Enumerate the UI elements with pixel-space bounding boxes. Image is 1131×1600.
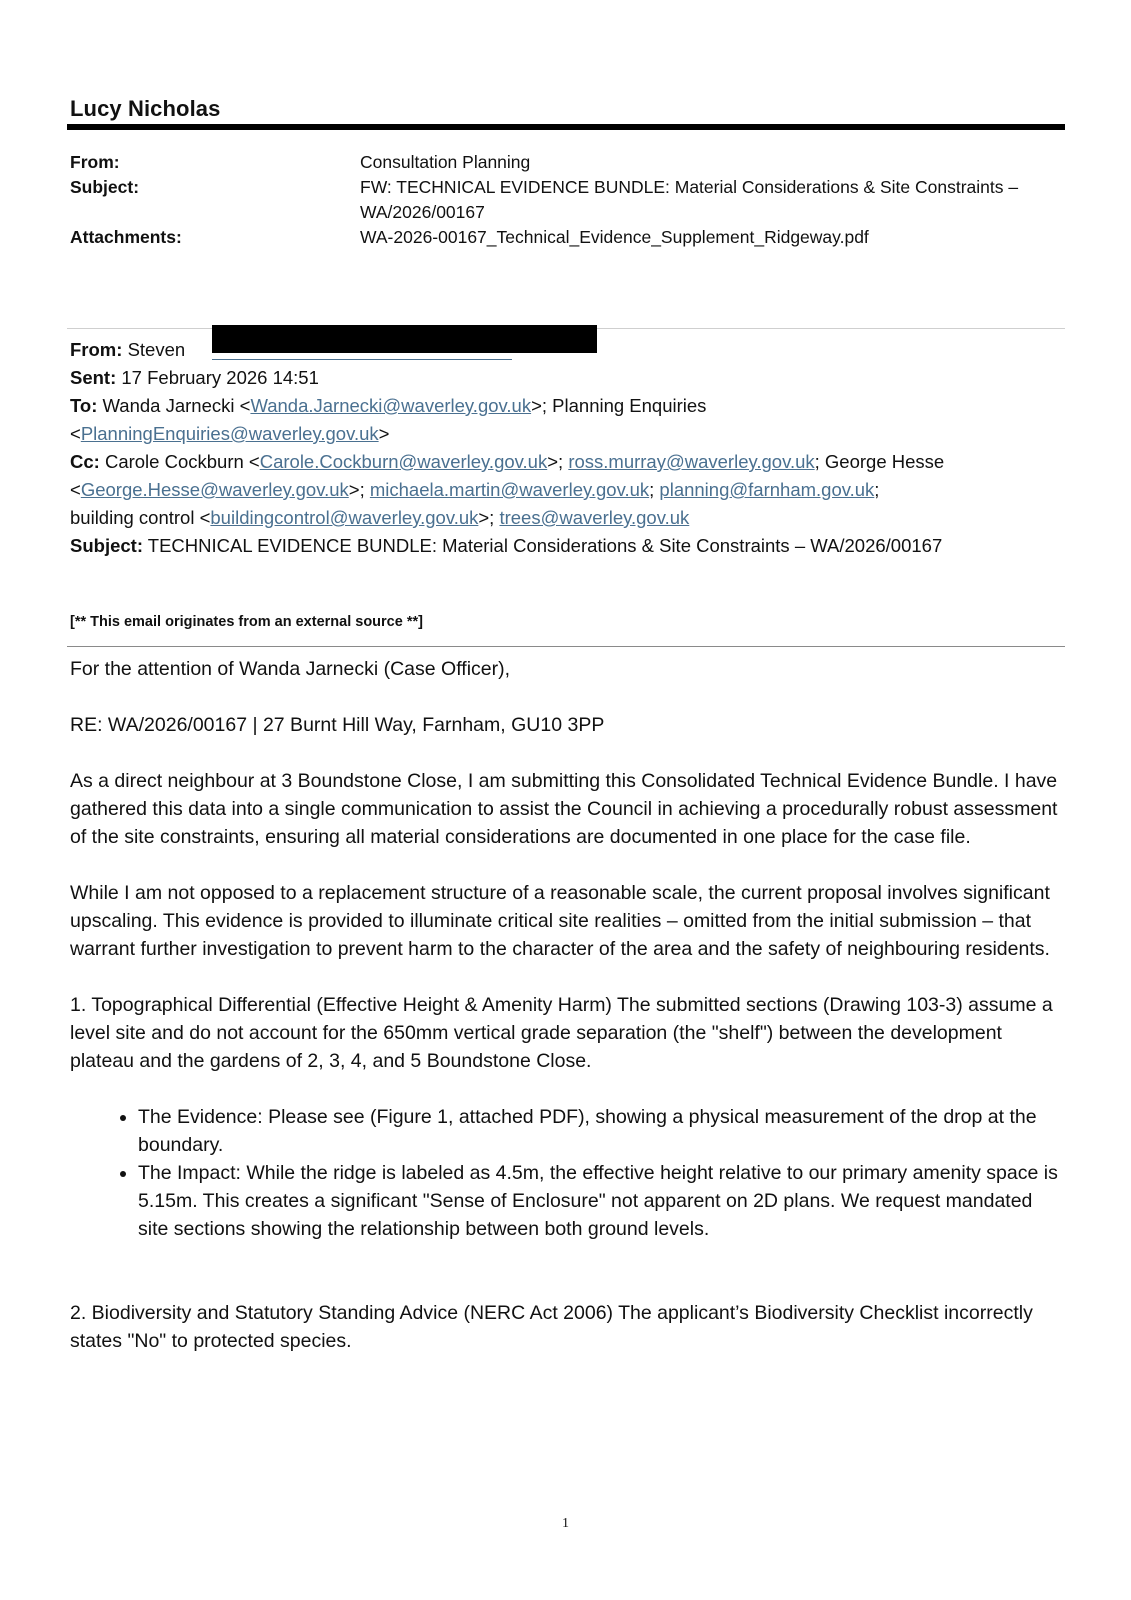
original-message-header [70,336,1060,560]
original-to-row [70,392,1060,420]
separator-text: >; Planning Enquiries [531,395,707,416]
redaction-block [212,325,597,353]
email-link[interactable]: George.Hesse@waverley.gov.uk [80,479,349,500]
forward-subject-label: Subject: [70,177,140,197]
original-cc-row-cont-2 [70,504,1060,532]
page-number: 1 [562,1516,569,1531]
separator-text: >; [348,479,370,500]
forward-from-row [70,150,1060,175]
evidence-list [70,1103,1065,1243]
original-to-row-cont [70,420,1060,448]
email-link[interactable]: planning@farnham.gov.uk [659,479,875,500]
original-cc-row-cont [70,476,1060,504]
email-link[interactable]: PlanningEnquiries@waverley.gov.uk [80,423,379,444]
list-item: • The Impact: While the ridge is labeled as 4.5m, the effective height relative to our primary amenity space is 5.15m. This creates a significant "Sense of Enclosure" not apparent on 2D plans. We request mandated site sections showing the relationship between both ground levels. [138,1159,1065,1243]
separator-text: >; [547,451,569,472]
attachment-filename[interactable]: WA-2026-00167_Technical_Evidence_Supplement_Ridgeway.pdf [360,227,869,247]
email-link[interactable]: trees@waverley.gov.uk [499,507,690,528]
email-link[interactable]: michaela.martin@waverley.gov.uk [369,479,650,500]
original-sent-value: 17 February 2026 14:51 [121,367,319,388]
email-link[interactable]: ross.murray@waverley.gov.uk [568,451,815,472]
original-subject-value: TECHNICAL EVIDENCE BUNDLE: Material Considerations & Site Constraints – WA/2026/00167 [147,535,943,556]
email-link[interactable]: buildingcontrol@waverley.gov.uk [210,507,479,528]
forward-attachments-label: Attachments: [70,227,182,247]
reference-line: RE: WA/2026/00167 | 27 Burnt Hill Way, Farnham, GU10 3PP [70,714,605,736]
original-from-value: Steven [127,339,186,360]
forward-attachments-row [70,225,1060,250]
divider [67,646,1065,647]
separator-text: ; [649,479,660,500]
original-from-label: From: [70,339,123,360]
original-subject-row [70,532,1060,560]
mailbox-owner-name: Lucy Nicholas [70,96,221,121]
separator-text: > [378,423,390,444]
list-item: • The Evidence: Please see (Figure 1, attached PDF), showing a physical measurement of the drop at the boundary. [138,1103,1065,1159]
section-heading-biodiversity: 2. Biodiversity and Statutory Standing Advice (NERC Act 2006) The applicant’s Biodiversity Checklist incorrectly states "No" to protected species. [70,1302,1033,1352]
body-paragraph: As a direct neighbour at 3 Boundstone Close, I am submitting this Consolidated Technical Evidence Bundle. I have gathered this data into a single communication to assist the Council in achieving a procedurally robust assessment of the site constraints, ensuring all material considerations are documented in one place for the case file. [70,770,1058,848]
cc-recipient-name: Carole Cockburn < [104,451,260,472]
cc-recipient-name: building control < [70,507,211,528]
original-cc-label: Cc: [70,451,100,472]
forward-subject-row [70,175,1060,225]
section-heading-topography: 1. Topographical Differential (Effective Height & Amenity Harm) The submitted sections (Drawing 103-3) assume a level site and do not account for the 650mm vertical grade separation (the "shelf") between the development plateau and the gardens of 2, 3, 4, and 5 Boundstone Close. [70,994,1053,1072]
separator-text: < [70,479,81,500]
forward-from-label: From: [70,152,120,172]
external-source-banner: [** This email originates from an external source **] [70,614,423,630]
forward-subject-line-1: FW: TECHNICAL EVIDENCE BUNDLE: Material Considerations & Site Constraints – [360,177,1019,197]
email-link[interactable]: Carole.Cockburn@waverley.gov.uk [259,451,548,472]
forward-header-table [70,150,1060,250]
to-recipient-name: Wanda Jarnecki < [102,395,251,416]
forward-from-value: Consultation Planning [360,152,531,172]
separator-text: >; [478,507,500,528]
email-link[interactable]: Wanda.Jarnecki@waverley.gov.uk [250,395,532,416]
salutation: For the attention of Wanda Jarnecki (Case Officer), [70,658,511,680]
spacer [70,1243,1065,1299]
original-subject-label: Subject: [70,535,143,556]
cc-recipient-name: ; George Hesse [814,451,945,472]
forward-subject-value [360,175,1060,225]
separator-text: ; [874,479,880,500]
separator-text: < [70,423,81,444]
original-sent-row [70,364,1060,392]
redacted-link-underline [212,359,512,360]
forward-subject-line-2: WA/2026/00167 [360,202,485,222]
body-paragraph: While I am not opposed to a replacement structure of a reasonable scale, the current proposal involves significant upscaling. This evidence is provided to illuminate critical site realities – omitted from the initial submission – that warrant further investigation to prevent harm to the character of the area and the safety of neighbouring residents. [70,882,1050,960]
email-body [70,655,1065,1383]
original-sent-label: Sent: [70,367,117,388]
header-rule [67,124,1065,130]
original-cc-row [70,448,1060,476]
original-to-label: To: [70,395,98,416]
